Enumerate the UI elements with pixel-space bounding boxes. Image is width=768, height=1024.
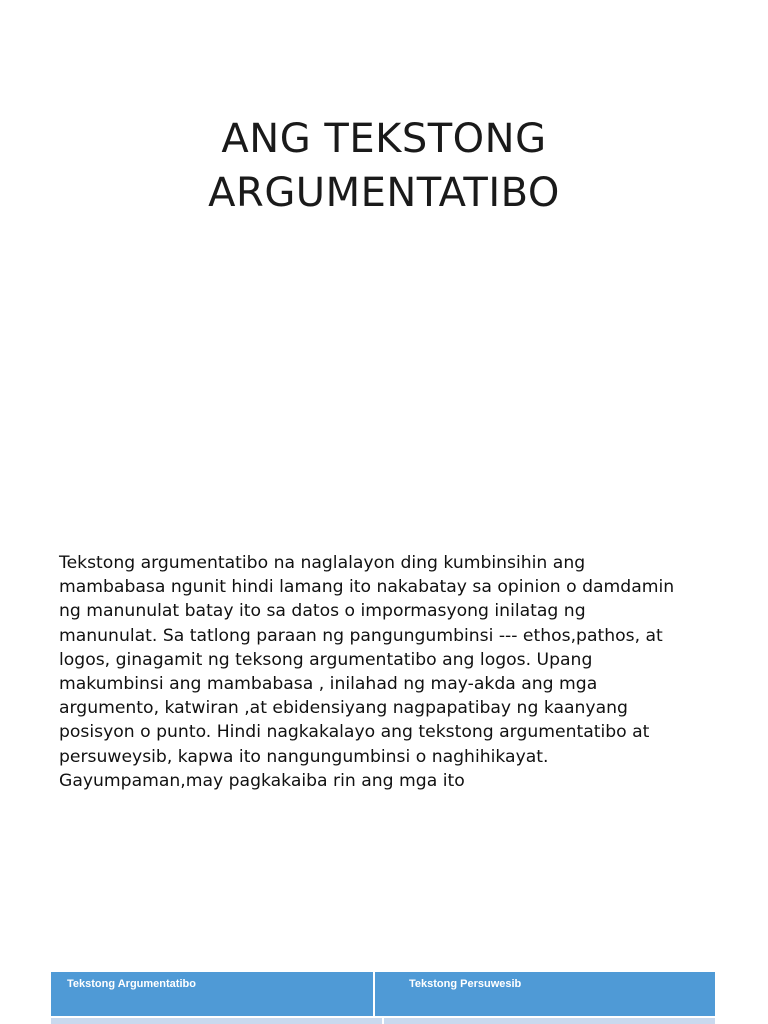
table-header-argumentatibo: Tekstong Argumentatibo [67, 978, 196, 990]
table-header-persuwesib: Tekstong Persuwesib [373, 972, 715, 1016]
body-line: Gayumpaman,may pagkakaiba rin ang mga ito [59, 770, 465, 791]
table-row [51, 1016, 715, 1024]
body-line: argumento, katwiran ,at ebidensiyang nagpapatibay ng kaanyang [59, 698, 628, 719]
title-line-1: ANG TEKSTONG [221, 116, 547, 162]
body-line: ng manunulat batay ito sa datos o impormasyong inilatag ng [59, 601, 586, 622]
body-paragraph [59, 551, 719, 793]
table-cell [51, 1018, 382, 1024]
title-line-2: ARGUMENTATIBO [208, 170, 560, 216]
table-cell [382, 1018, 715, 1024]
table-header-row [51, 972, 715, 1016]
body-line: manunulat. Sa tatlong paraan ng pangungumbinsi --- ethos,pathos, at [59, 625, 663, 646]
body-line: mambabasa ngunit hindi lamang ito nakabatay sa opinion o damdamin [59, 577, 675, 598]
body-line: makumbinsi ang mambabasa , inilahad ng may-akda ang mga [59, 674, 598, 695]
body-line: posisyon o punto. Hindi nagkakalayo ang tekstong argumentatibo at [59, 722, 650, 743]
body-line: persuweysib, kapwa ito nangungumbinsi o naghihikayat. [59, 746, 549, 767]
comparison-table [51, 972, 715, 1024]
body-line: logos, ginagamit ng teksong argumentatibo ang logos. Upang [59, 649, 593, 670]
body-line: Tekstong argumentatibo na naglalayon ding kumbinsihin ang [59, 553, 586, 573]
page-title [0, 112, 768, 220]
